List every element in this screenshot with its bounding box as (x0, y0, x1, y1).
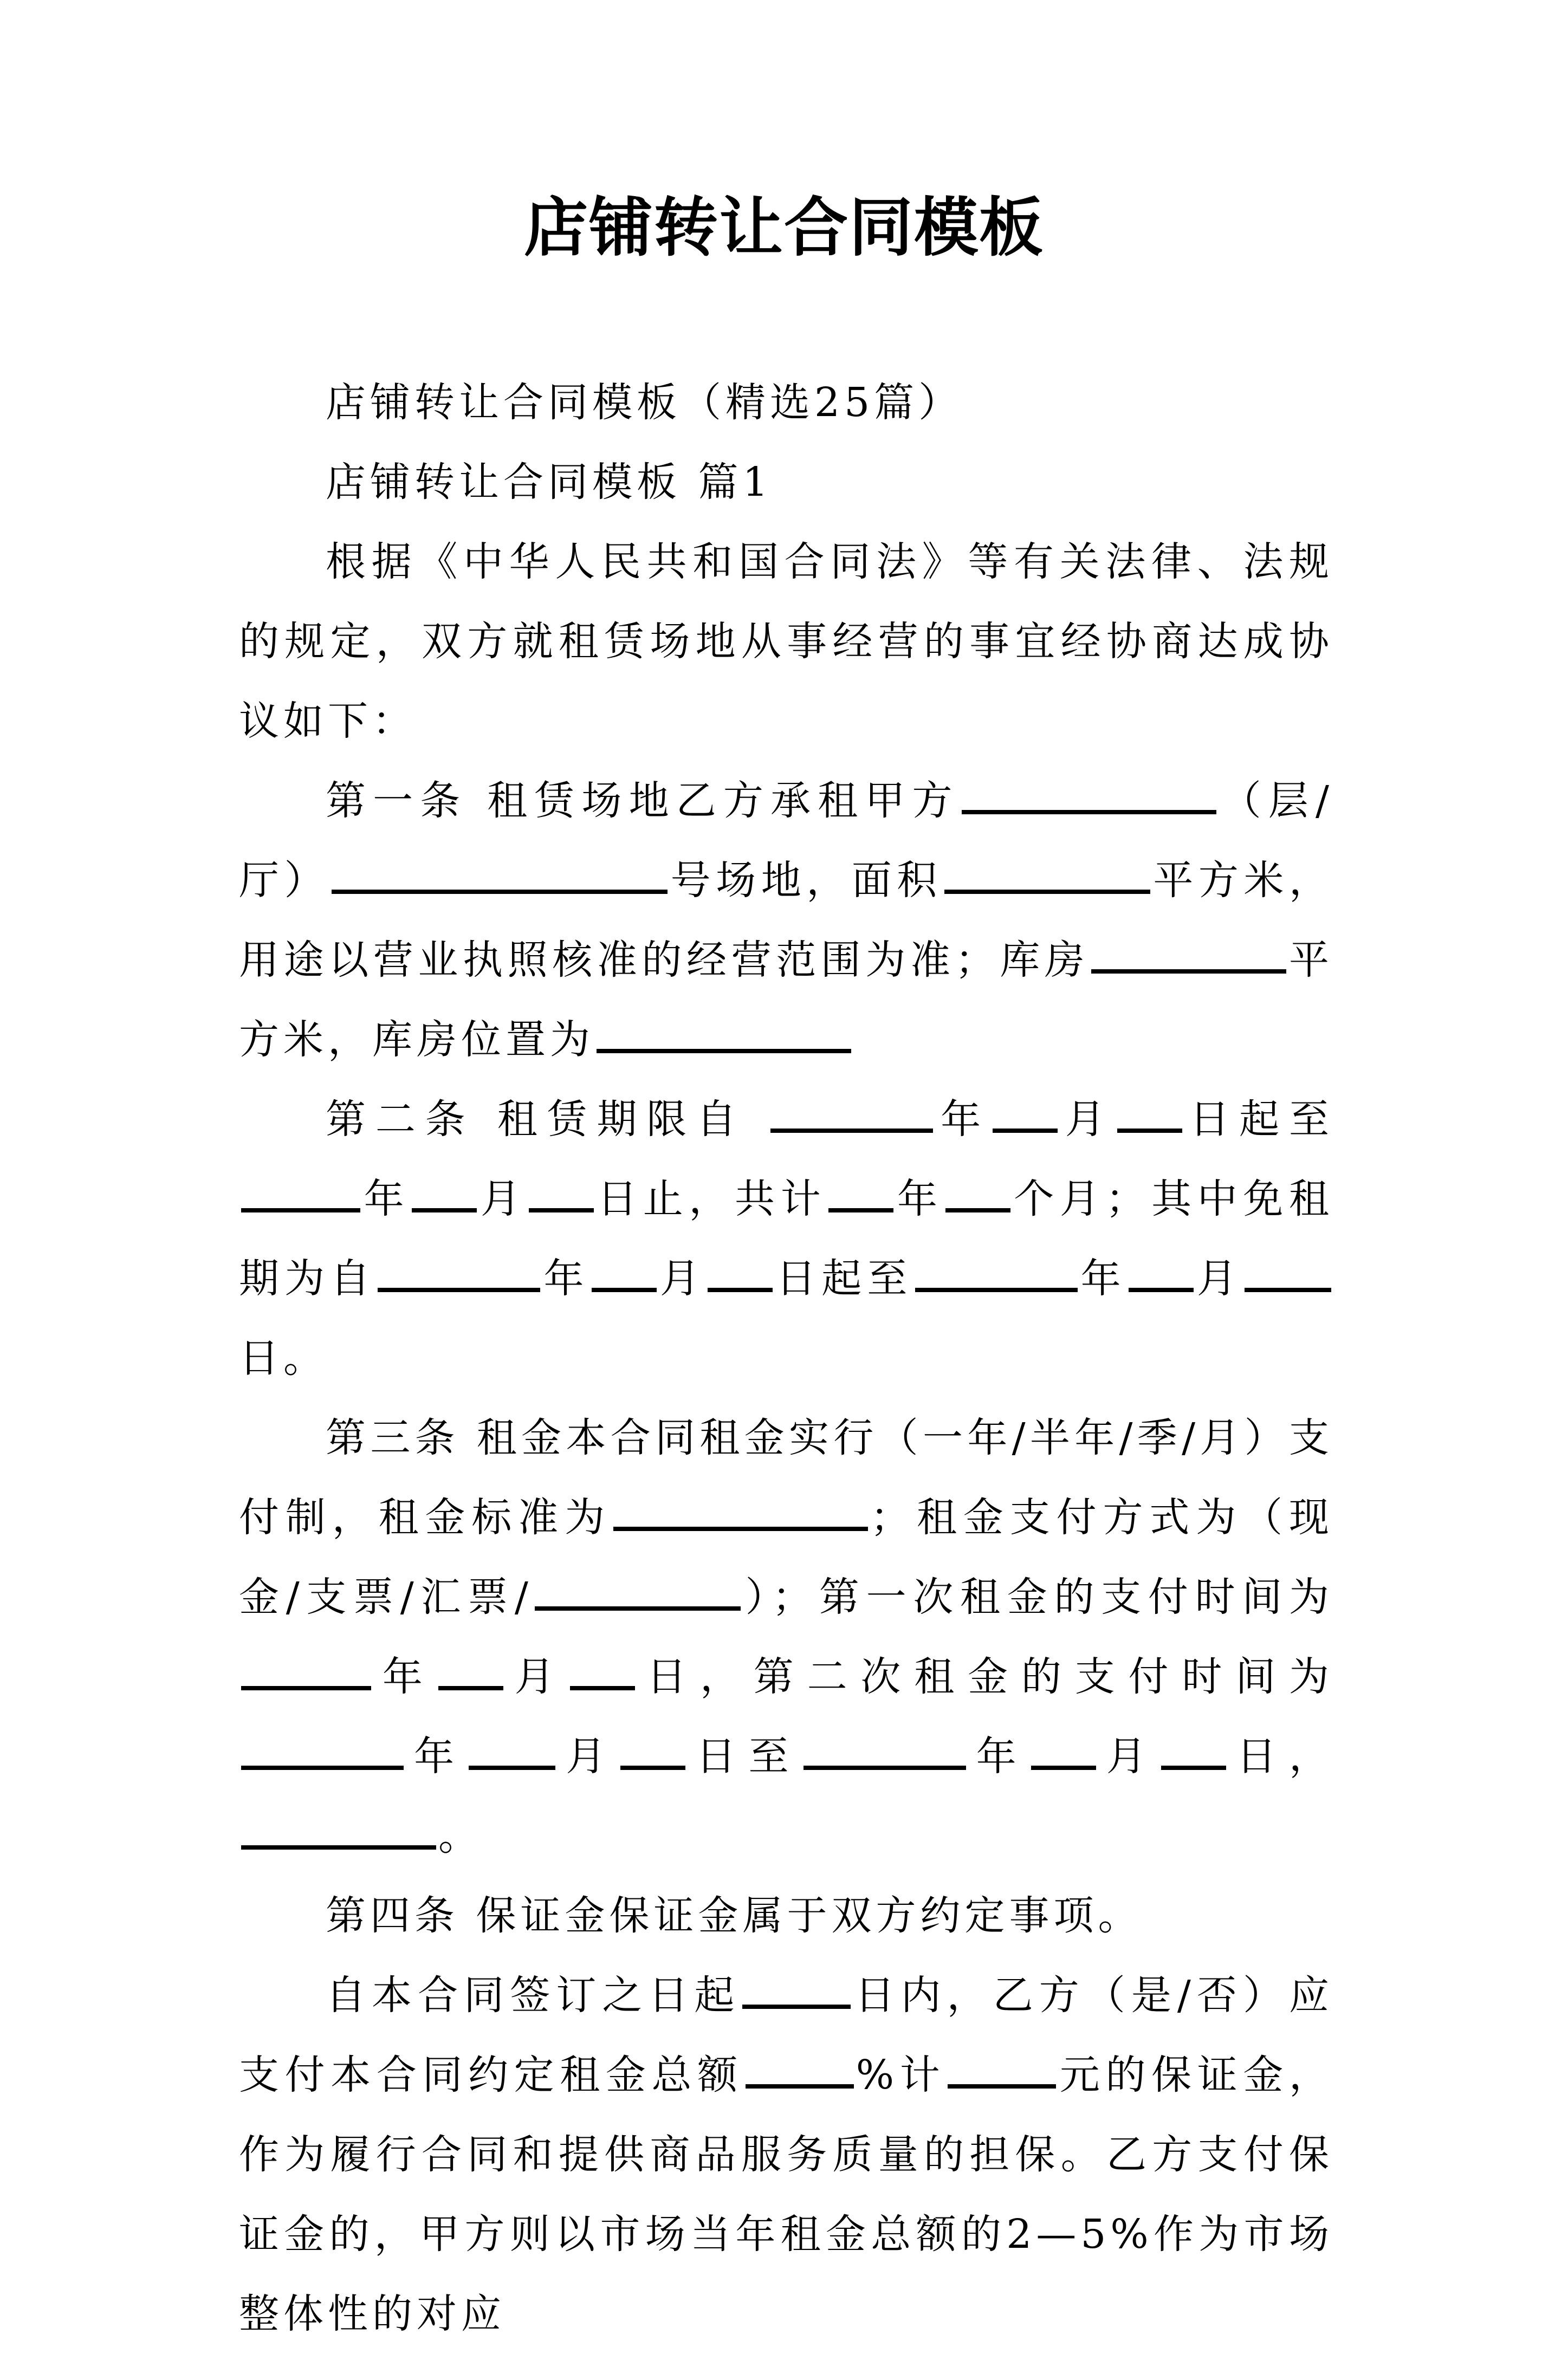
unit-text: 日。 (239, 1335, 328, 1382)
unit-text: 月 (1195, 1255, 1243, 1302)
fill-blank[interactable] (770, 1090, 933, 1133)
article-2-text: 第二条 租赁期限自 (326, 1096, 746, 1143)
fill-blank[interactable] (804, 1727, 966, 1770)
fill-blank[interactable] (570, 1647, 635, 1690)
fill-blank[interactable] (412, 1169, 477, 1212)
unit-text: 年 (406, 1733, 467, 1780)
fill-blank[interactable] (592, 1249, 657, 1292)
fill-blank[interactable] (708, 1249, 773, 1292)
unit-text: 年 (935, 1096, 990, 1143)
unit-text: 月 (1059, 1096, 1115, 1143)
fill-blank[interactable] (993, 1090, 1058, 1133)
fill-blank[interactable] (1245, 1249, 1331, 1292)
article-1-paragraph (239, 761, 1333, 1080)
fill-blank[interactable] (828, 1169, 893, 1212)
fill-blank[interactable] (241, 1169, 360, 1212)
unit-text: 。 (438, 1813, 483, 1859)
fill-blank[interactable] (1129, 1249, 1194, 1292)
fill-blank[interactable] (241, 1647, 371, 1690)
fill-blank[interactable] (948, 2045, 1056, 2089)
article-1-text: 平方米，库房位置为 (239, 937, 1334, 1063)
fill-blank[interactable] (597, 1010, 851, 1053)
article-4-text: 日内，乙方（是/否）应支付本合同约定租金总额 (239, 1972, 1333, 2098)
article-3-text: ；租金支付方式为（现金/支票/汇票/ (239, 1494, 1334, 1620)
fill-blank[interactable] (742, 1966, 851, 2009)
article-2-paragraph (239, 1080, 1333, 1398)
unit-text: 月 (479, 1176, 527, 1222)
article-4-text: 元的保证金，作为履行合同和提供商品服务质量的担保。乙方支付保证金的，甲方则以市场当年租金总额的2—5%作为市场整体性的对应 (239, 2052, 1333, 2337)
fill-blank[interactable] (438, 1647, 503, 1690)
unit-text: 日起至 (774, 1255, 913, 1302)
unit-text: 月 (658, 1255, 705, 1302)
fill-blank[interactable] (241, 1727, 404, 1770)
article-1-text: 平方米，用途以营业执照核准的经营范围为准；库房 (239, 857, 1334, 983)
article-1-text: 号场地，面积 (670, 857, 942, 904)
fill-blank[interactable] (915, 1249, 1078, 1292)
unit-text: 月 (558, 1733, 619, 1780)
fill-blank[interactable] (378, 1249, 540, 1292)
article-3-paragraph (239, 1398, 1333, 1876)
fill-blank[interactable] (529, 1169, 594, 1212)
fill-blank[interactable] (332, 851, 668, 894)
section-heading-text: 店铺转让合同模板 篇1 (326, 459, 773, 505)
unit-text: 日止，共计 (595, 1176, 827, 1222)
fill-blank[interactable] (241, 1806, 436, 1850)
fill-blank[interactable] (469, 1727, 555, 1770)
unit-text: 年 (373, 1653, 436, 1700)
document-title: 店铺转让合同模板 (523, 190, 1044, 265)
article-1-text: 第一条 租赁场地乙方承租甲方 (326, 777, 960, 824)
article-4-text: %计 (856, 2052, 946, 2098)
fill-blank[interactable] (535, 1567, 741, 1611)
unit-text: 年 (542, 1255, 589, 1302)
unit-text: 年 (968, 1733, 1029, 1780)
fill-blank[interactable] (613, 1488, 868, 1531)
intro-paragraph (239, 522, 1333, 761)
fill-blank[interactable] (962, 771, 1216, 814)
unit-text: 年 (896, 1176, 943, 1222)
subtitle-paragraph (239, 363, 1333, 443)
fill-blank[interactable] (1117, 1090, 1182, 1133)
subtitle-text: 店铺转让合同模板（精选25篇） (326, 379, 963, 426)
intro-text: 根据《中华人民共和国合同法》等有关法律、法规的规定，双方就租赁场地从事经营的事宜经协商达成协议如下： (239, 539, 1333, 744)
section-heading-paragraph (239, 443, 1333, 522)
article-3-text: 第三条 租金本合同租金实行（一年/半年/季/月）支付制，租金标准为 (239, 1415, 1333, 1541)
fill-blank[interactable] (620, 1727, 685, 1770)
fill-blank[interactable] (1091, 930, 1286, 974)
unit-text: 月 (505, 1653, 568, 1700)
article-4-text: 自本合同签订之日起 (326, 1972, 741, 2019)
fill-blank[interactable] (1161, 1727, 1226, 1770)
unit-text: 日，第二次租金的支付时间为 (637, 1653, 1334, 1700)
unit-text: 年 (1079, 1255, 1126, 1302)
unit-text: 日起至 (1184, 1096, 1333, 1143)
fill-blank[interactable] (1031, 1727, 1096, 1770)
article-3-text: ）；第一次租金的支付时间为 (742, 1574, 1333, 1620)
article-4-heading-text: 第四条 保证金保证金属于双方约定事项。 (326, 1892, 1143, 1939)
unit-text: 日至 (688, 1733, 801, 1780)
unit-text: 日， (1228, 1733, 1334, 1780)
document-body (239, 363, 1333, 2354)
fill-blank[interactable] (944, 851, 1150, 894)
unit-text: 个月；其中免租期为自 (239, 1176, 1334, 1302)
fill-blank[interactable] (746, 2045, 854, 2089)
unit-text: 年 (362, 1176, 410, 1222)
article-4-heading-paragraph (239, 1876, 1333, 1956)
article-1-text: （层/厅） (239, 777, 1333, 904)
article-4-paragraph (239, 1956, 1333, 2354)
fill-blank[interactable] (945, 1169, 1010, 1212)
unit-text: 月 (1098, 1733, 1159, 1780)
